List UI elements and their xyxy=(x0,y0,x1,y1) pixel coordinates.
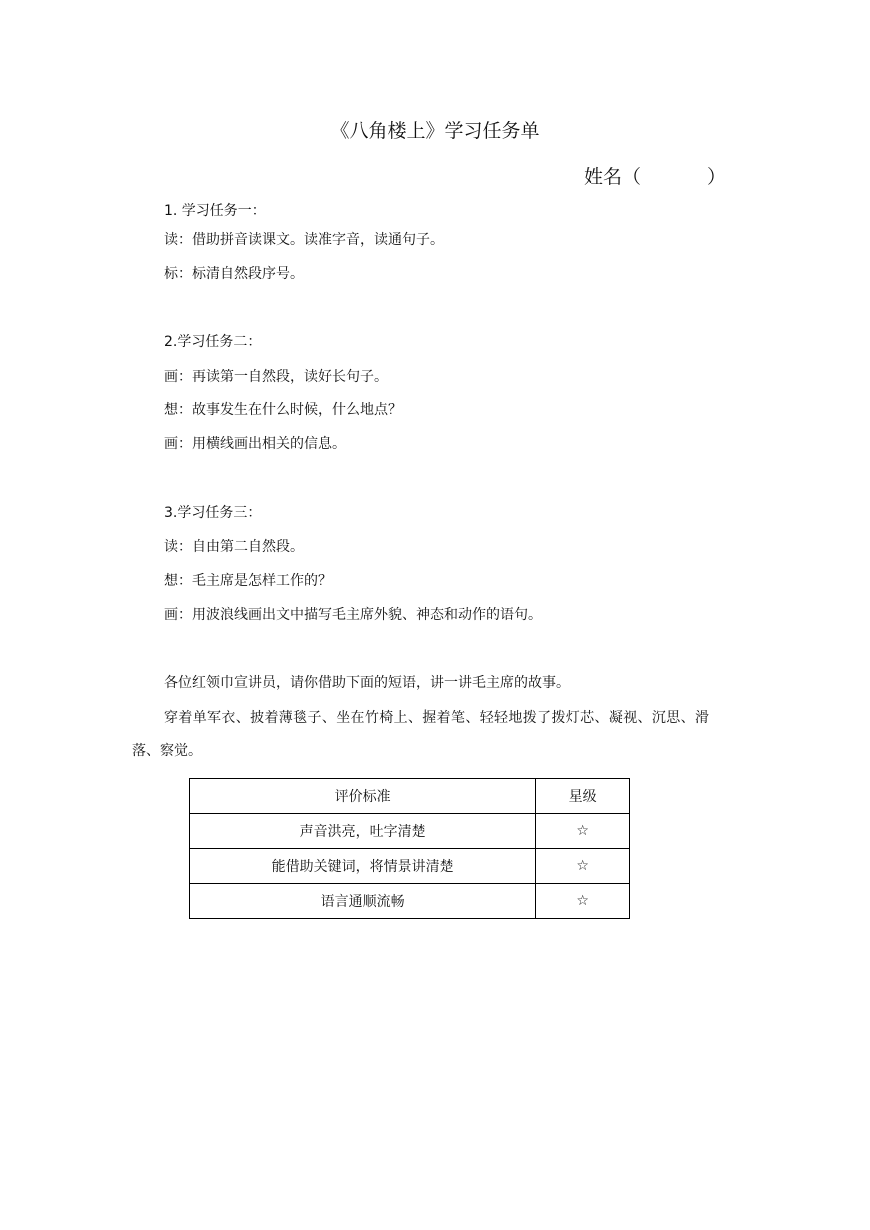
table-row xyxy=(190,849,630,884)
task-2-line: 画：再读第一自然段，读好长句子。 xyxy=(164,369,388,385)
task-1-heading: 1. 学习任务一： xyxy=(164,203,266,219)
table-row xyxy=(190,884,630,919)
task-3-heading: 3.学习任务三： xyxy=(164,505,262,521)
table-row xyxy=(190,814,630,849)
criteria-cell: 能借助关键词，将情景讲清楚 xyxy=(190,849,536,884)
star-cell: ☆ xyxy=(536,849,630,884)
task-3-line: 想：毛主席是怎样工作的？ xyxy=(164,573,332,589)
star-cell: ☆ xyxy=(536,884,630,919)
story-prompt: 各位红领巾宣讲员，请你借助下面的短语，讲一讲毛主席的故事。 xyxy=(164,675,570,691)
name-close: ） xyxy=(707,166,727,188)
star-cell: ☆ xyxy=(536,814,630,849)
task-2-line: 画：用横线画出相关的信息。 xyxy=(164,436,346,452)
task-2-heading: 2.学习任务二： xyxy=(164,334,262,350)
phrases-line-1: 穿着单军衣、披着薄毯子、坐在竹椅上、握着笔、轻轻地拨了拨灯芯、凝视、沉思、滑 xyxy=(164,710,710,726)
page-title: 《八角楼上》学习任务单 xyxy=(330,120,540,142)
evaluation-table xyxy=(189,778,630,919)
name-field xyxy=(584,162,726,189)
task-1-line: 读：借助拼音读课文。读准字音，读通句子。 xyxy=(164,232,444,248)
table-header-row xyxy=(190,779,630,814)
header-stars: 星级 xyxy=(536,779,630,814)
task-2-line: 想：故事发生在什么时候，什么地点？ xyxy=(164,402,402,418)
task-3-line: 画：用波浪线画出文中描写毛主席外貌、神态和动作的语句。 xyxy=(164,607,542,623)
task-1-line: 标：标清自然段序号。 xyxy=(164,266,304,282)
phrases-line-2: 落、察觉。 xyxy=(132,743,202,759)
name-label: 姓名（ xyxy=(584,166,642,188)
header-criteria: 评价标准 xyxy=(190,779,536,814)
task-3-line: 读：自由第二自然段。 xyxy=(164,539,304,555)
criteria-cell: 语言通顺流畅 xyxy=(190,884,536,919)
criteria-cell: 声音洪亮，吐字清楚 xyxy=(190,814,536,849)
